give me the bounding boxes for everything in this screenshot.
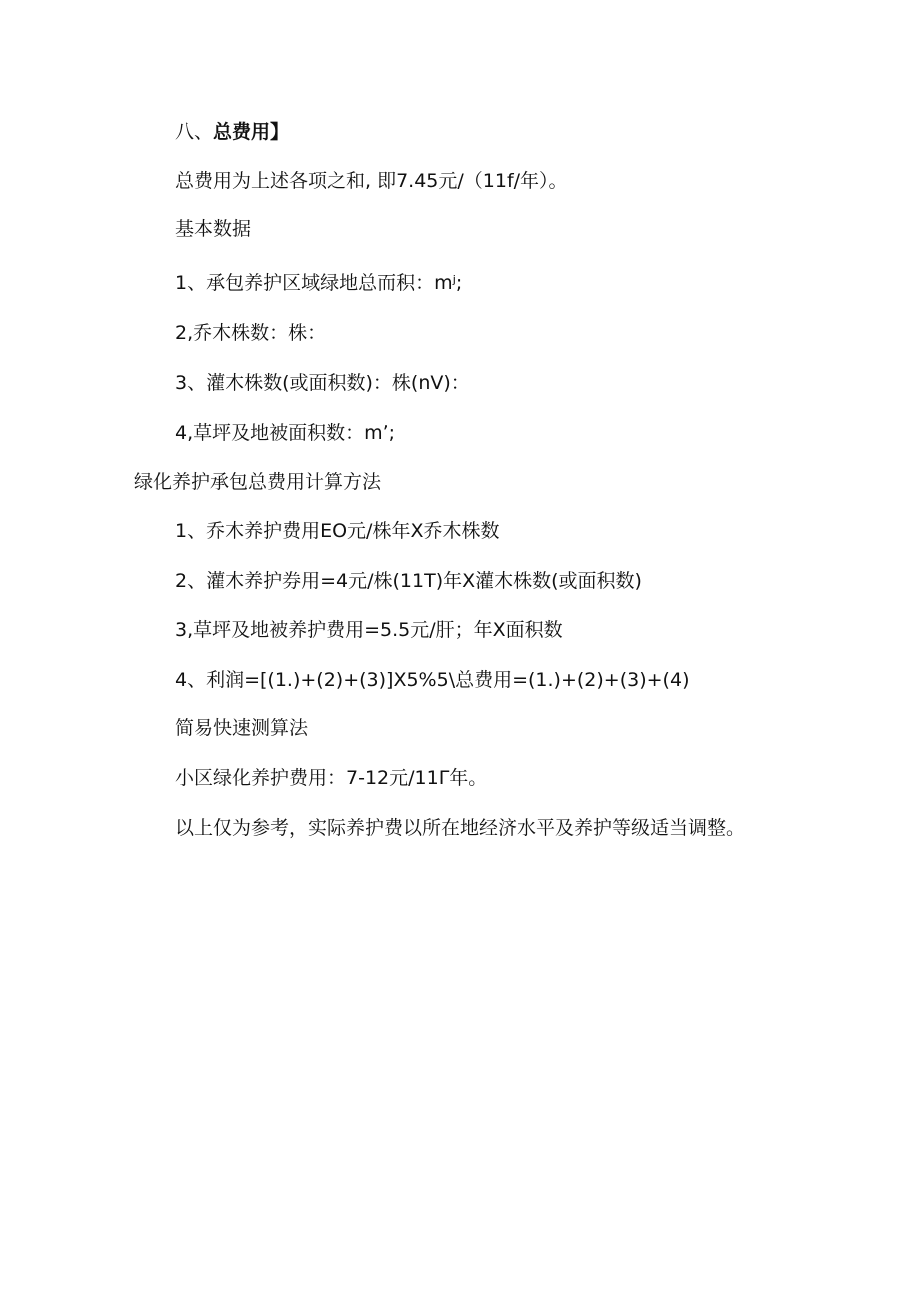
method-item-2: 2、灌木养护券用=4元/株(11T)年X灌木株数(或面积数) xyxy=(175,570,642,592)
total-cost-summary: 总费用为上述各项之和, 即7.45元/（11f/年）。 xyxy=(175,170,568,192)
heading-prefix: 八、 xyxy=(175,121,214,143)
reference-note: 以上仅为参考，实际养护费以所在地经济水平及养护等级适当调整。 xyxy=(175,817,746,839)
data-item-1: 1、承包养护区域绿地总而积：mʲ; xyxy=(175,272,463,294)
method-item-1: 1、乔木养护费用EO元/株年X乔木株数 xyxy=(175,520,500,542)
method-item-4: 4、利润=[(1.)+(2)+(3)]X5%5\总费用=(1.)+(2)+(3)+(4) xyxy=(175,669,690,691)
data-item-4: 4,草坪及地被面积数：mʼ; xyxy=(175,422,396,444)
quick-estimate-title: 简易快速测算法 xyxy=(175,717,309,739)
data-item-2: 2,乔木株数：株： xyxy=(175,322,327,344)
method-item-3: 3,草坪及地被养护费用=5.5元/肝；年X面积数 xyxy=(175,619,563,641)
heading-title: 总费用】 xyxy=(213,121,290,143)
quick-estimate-value: 小区绿化养护费用：7-12元/11Γ年。 xyxy=(175,767,488,789)
basic-data-title: 基本数据 xyxy=(175,218,252,240)
method-title: 绿化养护承包总费用计算方法 xyxy=(134,471,382,493)
data-item-3: 3、灌木株数(或面积数)：株(nV)： xyxy=(175,372,470,394)
section-heading xyxy=(175,119,289,145)
